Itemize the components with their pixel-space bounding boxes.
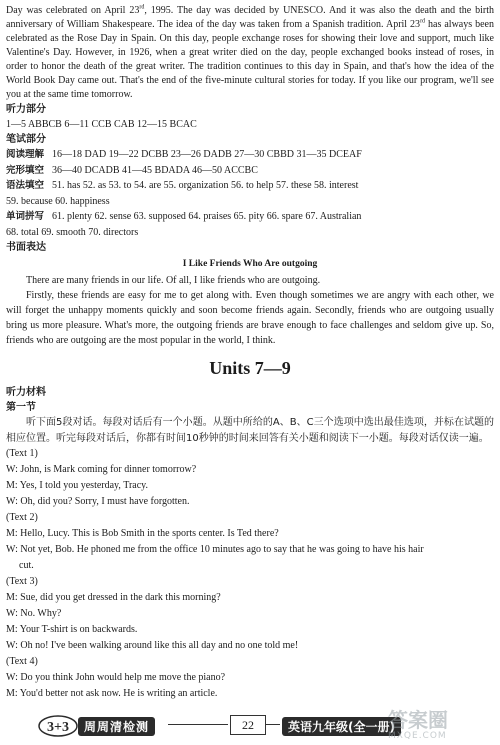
row-content: 16—18 DAD 19—22 DCBB 23—26 DADB 27—30 CBBD 31—35 DCEAF: [52, 149, 362, 160]
dialogue-line: W: John, is Mark coming for dinner tomorrow?: [6, 464, 197, 475]
essay-title: I Like Friends Who Are outgoing: [182, 259, 318, 269]
brand-logo-icon: [38, 711, 78, 739]
spelling-continuation: 68. total 69. smooth 70. directors: [6, 226, 139, 238]
grammar-continuation: 59. because 60. happiness: [6, 195, 110, 207]
written-heading: 笔试部分: [6, 134, 46, 145]
dialogue-line: W: Oh no! I've been walking around like this all day and no one told me!: [6, 640, 299, 651]
watermark: [388, 709, 498, 743]
dialogue-line: (Text 3): [6, 576, 38, 587]
dialogue-line: W: Oh, did you? Sorry, I must have forgotten.: [6, 496, 190, 507]
dialogue-line: cut.: [19, 560, 34, 571]
dialogue-list: [6, 446, 494, 702]
brand-title: 周周清检测: [78, 717, 155, 736]
writing-heading: 书面表达: [6, 242, 46, 253]
subject-label: 英语九年级(全一册): [282, 717, 401, 736]
dialogue-line: W: Do you think John would help me move the piano?: [6, 672, 226, 683]
row-label: 阅读理解: [6, 149, 45, 160]
dialogue-line: M: Your T-shirt is on backwards.: [6, 624, 138, 635]
answer-row-reading: [6, 147, 494, 163]
logo-text: 3+3: [47, 720, 69, 735]
page-content: [6, 4, 494, 702]
section-heading: 第一节: [6, 402, 36, 413]
row-content: 61. plenty 62. sense 63. supposed 64. praises 65. pity 66. spare 67. Australian: [52, 211, 362, 222]
answer-row-spelling: [6, 209, 494, 225]
essay-paragraph-1: There are many friends in our life. Of all, I like friends who are outgoing.: [26, 275, 321, 286]
watermark-text: 答案圈: [388, 708, 448, 732]
dialogue-line: M: Yes, I told you yesterday, Tracy.: [6, 480, 149, 491]
essay-paragraph-2: Firstly, these friends are easy for me to get along with. Even though sometimes we are angry with each other, we will forget the unhappy moments quickly and soon become friends again. Secondly, friends who are outgoing usually bring us more pleasure. What's more, the outgoing friends are brave enough to face challenges and seldom give up. So, friends who are outgoing are the most popular in the world, I think.: [6, 290, 494, 346]
row-content: 36—40 DCADB 41—45 BDADA 46—50 ACCBC: [52, 164, 258, 176]
row-label: 完形填空: [6, 164, 45, 176]
dialogue-line: (Text 4): [6, 656, 38, 667]
watermark-url: MXQE.COM: [388, 731, 447, 741]
footer-divider: [168, 724, 228, 725]
material-heading: 听力材料: [6, 387, 46, 398]
row-content: 51. has 52. as 53. to 54. are 55. organization 56. to help 57. these 58. interest: [52, 180, 359, 191]
dialogue-line: M: You'd better not ask now. He is writing an article.: [6, 688, 218, 699]
dialogue-line: W: No. Why?: [6, 608, 62, 619]
dialogue-line: (Text 1): [6, 448, 38, 459]
units-title: Units 7—9: [209, 358, 291, 378]
dialogue-line: M: Sue, did you get dressed in the dark this morning?: [6, 592, 221, 603]
dialogue-line: W: Not yet, Bob. He phoned me from the office 10 minutes ago to say that he was going to have his hair: [6, 544, 424, 555]
footer-divider: [266, 724, 280, 725]
listening-answers: 1—5 ABBCB 6—11 CCB CAB 12—15 BCAC: [6, 119, 197, 130]
dialogue-line: (Text 2): [6, 512, 38, 523]
dialogue-line: M: Hello, Lucy. This is Bob Smith in the sports center. Is Ted there?: [6, 528, 279, 539]
answer-row-cloze: [6, 163, 494, 179]
row-label: 语法填空: [6, 180, 45, 191]
listening-heading: 听力部分: [6, 104, 46, 115]
instruction-paragraph: 听下面5段对话。每段对话后有一个小题。从题中所给的A、B、C三个选项中选出最佳选项，并标在试题的相应位置。听完每段对话后，你都有时间10秒钟的时间来回答有关小题和阅读下一小题。每段对话仅读一遍。: [6, 417, 494, 444]
page-number: 22: [230, 715, 266, 735]
answer-row-grammar: [6, 178, 494, 194]
intro-paragraph: Day was celebrated on April 23rd, 1995. The day was decided by UNESCO. And it was also the death and the birth anniversary of William Shakespeare. The idea of the day was taken from a Spanish tradition. April 23rd has always been celebrated as the Rose Day in Spain. On this day, people exchange roses for showing their love and support, much like Valentine's Day. However, in 1926, when a great writer died on the day, people exchanged books instead of roses, in order to honor the death of the great writer. The tradition continues to this day in Spain, and that's how the idea of the World Book Day came out. That's the end of the five-minute cultural stories for today. If you like our program, we'll see you at the same time tomorrow.: [6, 4, 494, 100]
page-footer: [0, 707, 500, 745]
row-label: 单词拼写: [6, 211, 45, 222]
